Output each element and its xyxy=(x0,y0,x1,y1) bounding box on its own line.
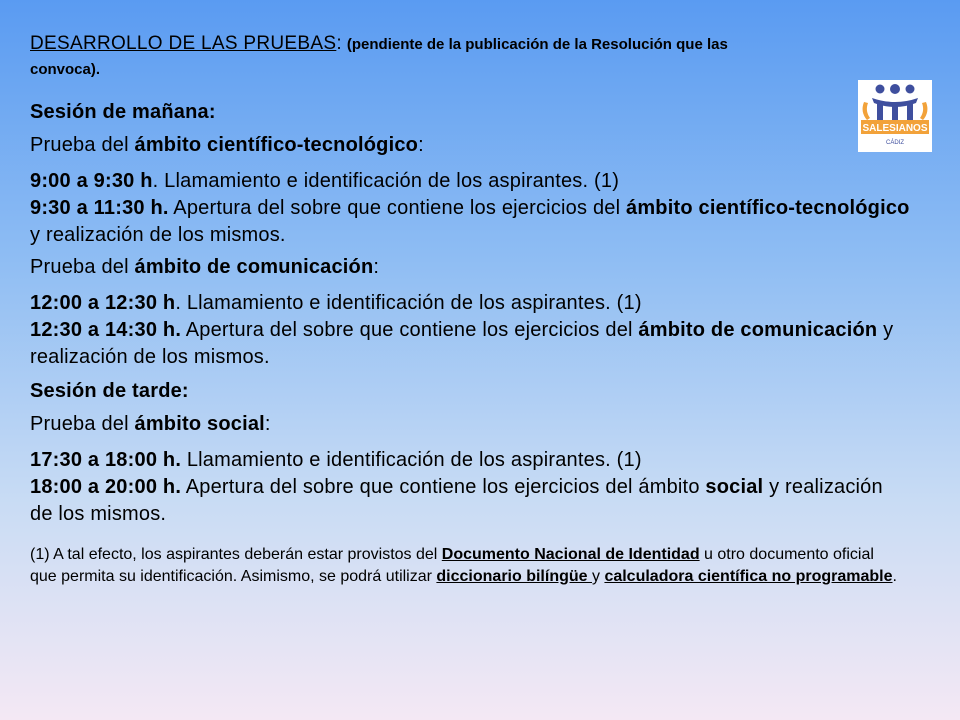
salesianos-logo-icon xyxy=(858,80,932,152)
slide-heading xyxy=(30,32,910,82)
test-title-scientific: Prueba del ámbito científico-tecnológico: xyxy=(30,134,424,156)
slide-content xyxy=(30,32,910,588)
calculator-allowed: calculadora científica no programable xyxy=(604,568,893,585)
afternoon-session-title: Sesión de tarde: xyxy=(30,380,189,402)
heading-colon: : xyxy=(336,33,342,54)
logo-city: CÁDIZ xyxy=(886,140,904,146)
time-slot: 9:00 a 9:30 h xyxy=(30,170,153,192)
dictionary-allowed: diccionario bilíngüe xyxy=(436,568,592,585)
logo-name: SALESIANOS xyxy=(862,123,928,134)
time-slot: 12:30 a 14:30 h. xyxy=(30,319,182,341)
schedule-communication: 12:00 a 12:30 h. Llamamiento e identificación de los aspirantes. (1) 12:30 a 14:30 h. Apertura del sobre que contiene los ejercicios del ámbito de comunicación y realización de los mismos. xyxy=(30,292,894,368)
heading-note: (pendiente de la publicación de la Resolución que las xyxy=(346,36,728,53)
time-slot: 17:30 a 18:00 h. xyxy=(30,449,182,471)
morning-session-title: Sesión de mañana: xyxy=(30,101,216,123)
area-social: ámbito social xyxy=(134,413,265,435)
time-slot: 9:30 a 11:30 h. xyxy=(30,197,169,219)
salesianos-logo xyxy=(858,80,932,152)
footnote: (1) A tal efecto, los aspirantes deberán estar provistos del Documento Nacional de Identidad u otro documento oficial que permita su identificación. Asimismo, se podrá utilizar diccionario bilíngüe y calculadora científica no programable. xyxy=(30,546,897,585)
time-slot: 18:00 a 20:00 h. xyxy=(30,476,182,498)
dni-requirement: Documento Nacional de Identidad xyxy=(441,546,700,563)
heading-title: DESARROLLO DE LAS PRUEBAS xyxy=(30,33,337,54)
schedule-scientific: 9:00 a 9:30 h. Llamamiento e identificación de los aspirantes. (1) 9:30 a 11:30 h. Apertura del sobre que contiene los ejercicios del ámbito científico-tecnológico y realización de los mismos. xyxy=(30,170,910,246)
time-slot: 12:00 a 12:30 h xyxy=(30,292,176,314)
area-communication: ámbito de comunicación xyxy=(134,256,374,278)
test-title-communication: Prueba del ámbito de comunicación: xyxy=(30,256,380,278)
heading-note-end: convoca). xyxy=(30,61,101,78)
schedule-social: 17:30 a 18:00 h. Llamamiento e identificación de los aspirantes. (1) 18:00 a 20:00 h. Apertura del sobre que contiene los ejercicios del ámbito social y realización de los mismos. xyxy=(30,449,883,525)
area-scientific: ámbito científico-tecnológico xyxy=(134,134,419,156)
test-title-social: Prueba del ámbito social: xyxy=(30,413,271,435)
